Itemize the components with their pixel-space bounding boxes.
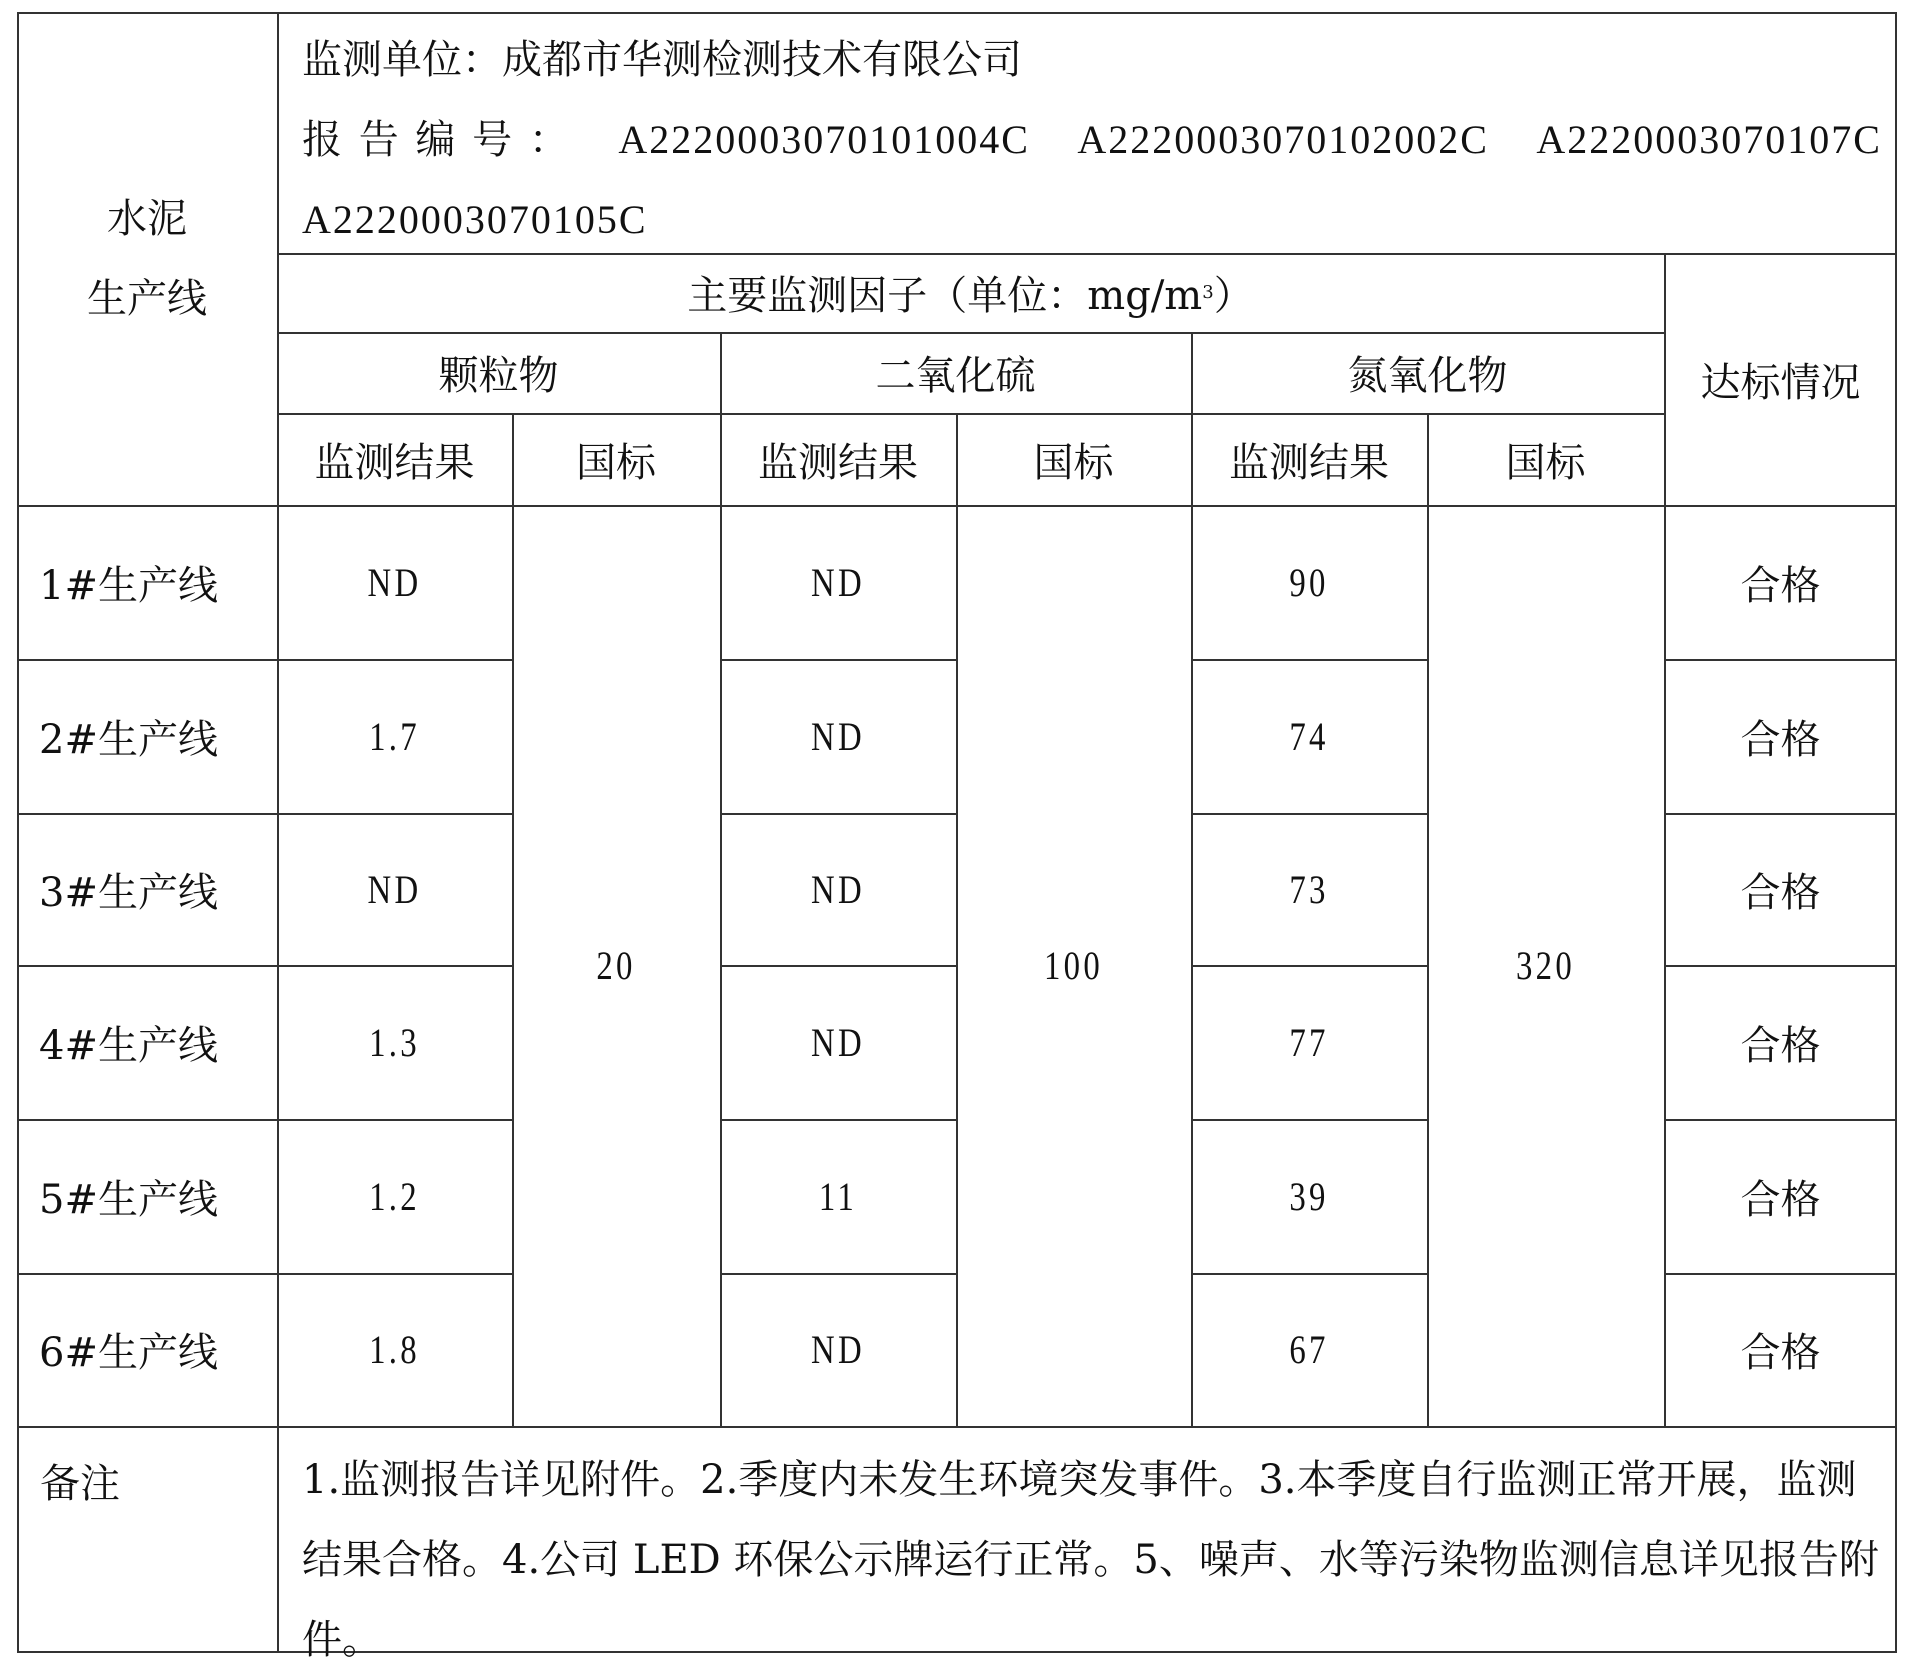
remarks-text: 1.监测报告详见附件。2.季度内未发生环境突发事件。3.本季度自行监测正常开展，监测结果合格。4.公司 LED 环保公示牌运行正常。5、噪声、水等污染物监测信息详见报告附件。 (302, 1457, 1879, 1663)
factors-title-end: ） (1213, 273, 1254, 319)
standard-header: 国标 (1505, 439, 1586, 486)
line-name: 3#生产线 (39, 869, 218, 916)
so2-result: ND (811, 1327, 865, 1372)
pollutant-so2: 二氧化硫 (875, 353, 1036, 399)
line-name: 4#生产线 (39, 1022, 218, 1069)
nox-result: 77 (1289, 1019, 1329, 1065)
pollutant-pm: 颗粒物 (438, 353, 559, 399)
divider (956, 413, 958, 1426)
compliance-header: 达标情况 (1700, 359, 1861, 406)
so2-result: ND (811, 559, 865, 605)
report-code: A2220003070101004C (618, 117, 1030, 162)
category-header (17, 12, 277, 505)
status-cell: 合格 (1740, 716, 1821, 763)
unit-superscript: 3 (1202, 282, 1214, 303)
divider (1427, 413, 1429, 1426)
nox-result: 74 (1289, 713, 1329, 759)
report-label: 报 告 编 号 ： (302, 117, 571, 163)
so2-result: ND (811, 866, 865, 912)
result-header: 监测结果 (758, 439, 918, 486)
so2-result: 11 (818, 1173, 858, 1219)
standard-header: 国标 (1033, 439, 1114, 486)
line-name: 5#生产线 (39, 1176, 218, 1223)
factors-title: 主要监测因子（单位：mg/m (687, 273, 1203, 319)
standard-pm: 20 (596, 943, 636, 988)
unit-label: 监测单位： (302, 37, 502, 83)
report-info (302, 20, 1882, 260)
nox-result: 73 (1289, 866, 1329, 912)
standard-header: 国标 (576, 439, 656, 486)
monitoring-unit (302, 20, 1882, 100)
unit-name: 成都市华测检测技术有限公司 (502, 37, 1022, 83)
result-header: 监测结果 (314, 439, 475, 486)
status-cell: 合格 (1740, 1022, 1821, 1069)
report-code: A2220003070102002C (1077, 117, 1489, 162)
pm-result: 1.8 (369, 1327, 420, 1372)
report-codes (302, 100, 1882, 180)
so2-result: ND (811, 1019, 865, 1065)
standard-nox: 320 (1515, 943, 1576, 988)
nox-result: 39 (1289, 1173, 1329, 1219)
standard-so2: 100 (1043, 943, 1104, 988)
report-code: A2220003070107C (1536, 117, 1882, 162)
nox-result: 90 (1289, 559, 1329, 605)
nox-result: 67 (1289, 1327, 1329, 1372)
status-cell: 合格 (1740, 562, 1821, 609)
report-codes-cont (302, 180, 1882, 260)
divider (17, 1426, 1897, 1428)
pollutant-nox: 氮氧化物 (1347, 353, 1508, 399)
pm-result: ND (367, 559, 422, 605)
divider (512, 413, 514, 1426)
pm-result: 1.7 (369, 713, 420, 759)
line-name: 1#生产线 (39, 562, 218, 609)
so2-result: ND (811, 713, 865, 759)
status-cell: 合格 (1740, 1176, 1821, 1223)
factors-header (277, 253, 1664, 332)
pm-result: 1.3 (369, 1019, 420, 1065)
pm-result: ND (367, 866, 422, 912)
pm-result: 1.2 (369, 1173, 420, 1219)
line-name: 2#生产线 (39, 716, 218, 763)
remarks-label: 备注 (40, 1460, 120, 1507)
line-name: 6#生产线 (39, 1330, 218, 1376)
result-header: 监测结果 (1229, 439, 1389, 486)
report-code: A2220003070105C (302, 197, 648, 242)
category-line1: 水泥 (107, 195, 187, 242)
status-cell: 合格 (1740, 869, 1821, 916)
status-cell: 合格 (1740, 1330, 1821, 1376)
category-line2: 生产线 (87, 275, 207, 322)
